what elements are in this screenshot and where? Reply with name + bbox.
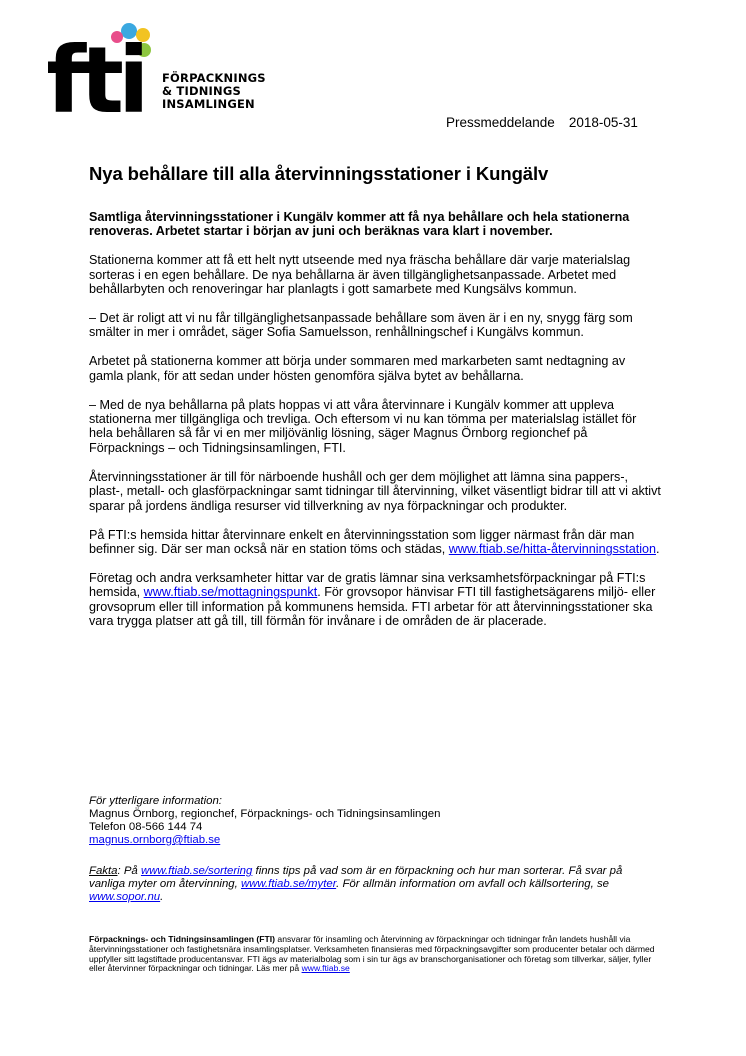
paragraph-6 [89,528,661,557]
fakta-text-2: finns tips på vad som är en förpackning och hur man sorterar. Få svar på vanliga myter om återvinning, [89,865,623,890]
paragraph-3: Arbetet på stationerna kommer att börja under sommaren med markarbeten samt nedtagning av gamla plank, för att sedan under hösten genomföra själva bytet av behållarna. [89,354,626,383]
fakta-block [89,865,649,904]
paragraph-7-text-2: . För grovsopor hänvisar FTI till fastighetsägarens miljö- eller grovsoprum eller till information på kommunens hemsida. FTI arbetar för att återvinningsstationer ska vara trygga platser att gå till, till förmån för invånare i de områden de är placerade. [89,585,656,629]
paragraph-7 [89,571,661,629]
about-org-name: Förpacknings- och Tidningsinsamlingen (FTI) [89,934,276,944]
press-release-header [446,115,638,130]
press-label: Pressmeddelande [446,115,555,130]
fakta-text-1: : På [117,865,141,877]
fakta-label: Fakta [89,865,118,877]
link-sortering[interactable]: www.ftiab.se/sortering [140,865,253,877]
fakta-text-3: . För allmän information om avfall och källsortering, se [336,878,609,890]
contact-name: Magnus Örnborg, regionchef, Förpacknings- och Tidningsinsamlingen [89,808,441,820]
paragraph-2: – Det är roligt att vi nu får tillgänglighetsanpassade behållare som även är i en ny, snygg färg som smälter in mer i området, säger Sofia Samuelsson, renhållningschef i Kungälvs kommun. [89,311,633,340]
page-title: Nya behållare till alla återvinningsstationer i Kungälv [89,163,549,184]
paragraph-7-text-1: Företag och andra verksamheter hittar var de gratis lämnar sina verksamhetsförpackningar på FTI:s hemsida, [89,570,646,600]
logo-letters: fti [48,27,144,120]
logo-line-2: & TIDNINGS [162,84,241,98]
lead-paragraph: Samtliga återvinningsstationer i Kungälv kommer att få nya behållare och hela stationerna renoveras. Arbetet startar i början av juni och beräknas vara klart i november. [89,210,630,239]
paragraph-4: – Med de nya behållarna på plats hoppas vi att våra återvinnare i Kungälv kommer att uppleva stationerna mer tillgängliga och trevliga. Och eftersom vi nu kan tömma per materialslag istället för hela behållaren så får vi en mer miljövänlig lösning, säger Magnus Örnborg regionchef på Förpacknings – och Tidningsinsamlingen, FTI. [89,397,637,455]
contact-intro: För ytterligare information: [89,795,222,807]
contact-email-link[interactable]: magnus.ornborg@ftiab.se [89,834,221,846]
link-ftiab[interactable]: www.ftiab.se [301,963,350,974]
link-myter[interactable]: www.ftiab.se/myter [240,878,337,890]
contact-phone: Telefon 08-566 144 74 [89,821,203,833]
link-mottagningspunkt[interactable]: www.ftiab.se/mottagningspunkt [143,585,318,600]
paragraph-6-end: . [656,541,660,556]
press-date: 2018-05-31 [568,115,638,130]
contact-block [89,795,661,847]
about-text: ansvarar för insamling och återvinning av förpackningar och tidningar från landets hushåll via återvinningsstationer och fastighetsnära insamlingsplatser. Verksamheten finansieras med förpackningsavgifter som producenter betalar och därmed uppfyller sitt lagstiftade producentansvar. FTI ägs av materialbolag som i sin tur ägs av branschorganisationer och företag som tillverkar, säljer, fyller eller återvinner förpackningar och tidningar. Läs mer på [89,934,655,974]
paragraph-1: Stationerna kommer att få ett helt nytt utseende med nya fräscha behållare där varje materialslag sorteras i en egen behållare. De nya behållarna är även tillgänglighetsanpassade. Arbetet med behållarbyten och renoveringar har planlagts i gott samarbete med Kungsälvs kommun. [89,253,631,297]
link-hitta-station[interactable]: www.ftiab.se/hitta-återvinningsstation [448,541,656,556]
paragraph-6-text: På FTI:s hemsida hittar återvinnare enkelt en återvinningsstation som ligger närmast från där man befinner sig. Där ser man också när en station töms och städas, [89,527,635,556]
logo-line-1: FÖRPACKNINGS [162,71,266,85]
logo-line-3: INSAMLINGEN [162,97,255,111]
about-fti [89,935,659,974]
article-body [89,210,661,643]
paragraph-5: Återvinningsstationer är till för närboende hushåll och ger dem möjlighet att lämna sina pappers-, plast-, metall- och glasförpackningar samt tidningar till återvinning, vilket väsentligt bidrar till att vi aktivt sparar på jordens ändliga resurser vid tillverkning av nya förpackningar och produkter. [89,469,661,513]
fakta-text-4: . [160,891,164,903]
logo-wordmark [162,72,266,111]
link-sopor[interactable]: www.sopor.nu [89,891,161,903]
